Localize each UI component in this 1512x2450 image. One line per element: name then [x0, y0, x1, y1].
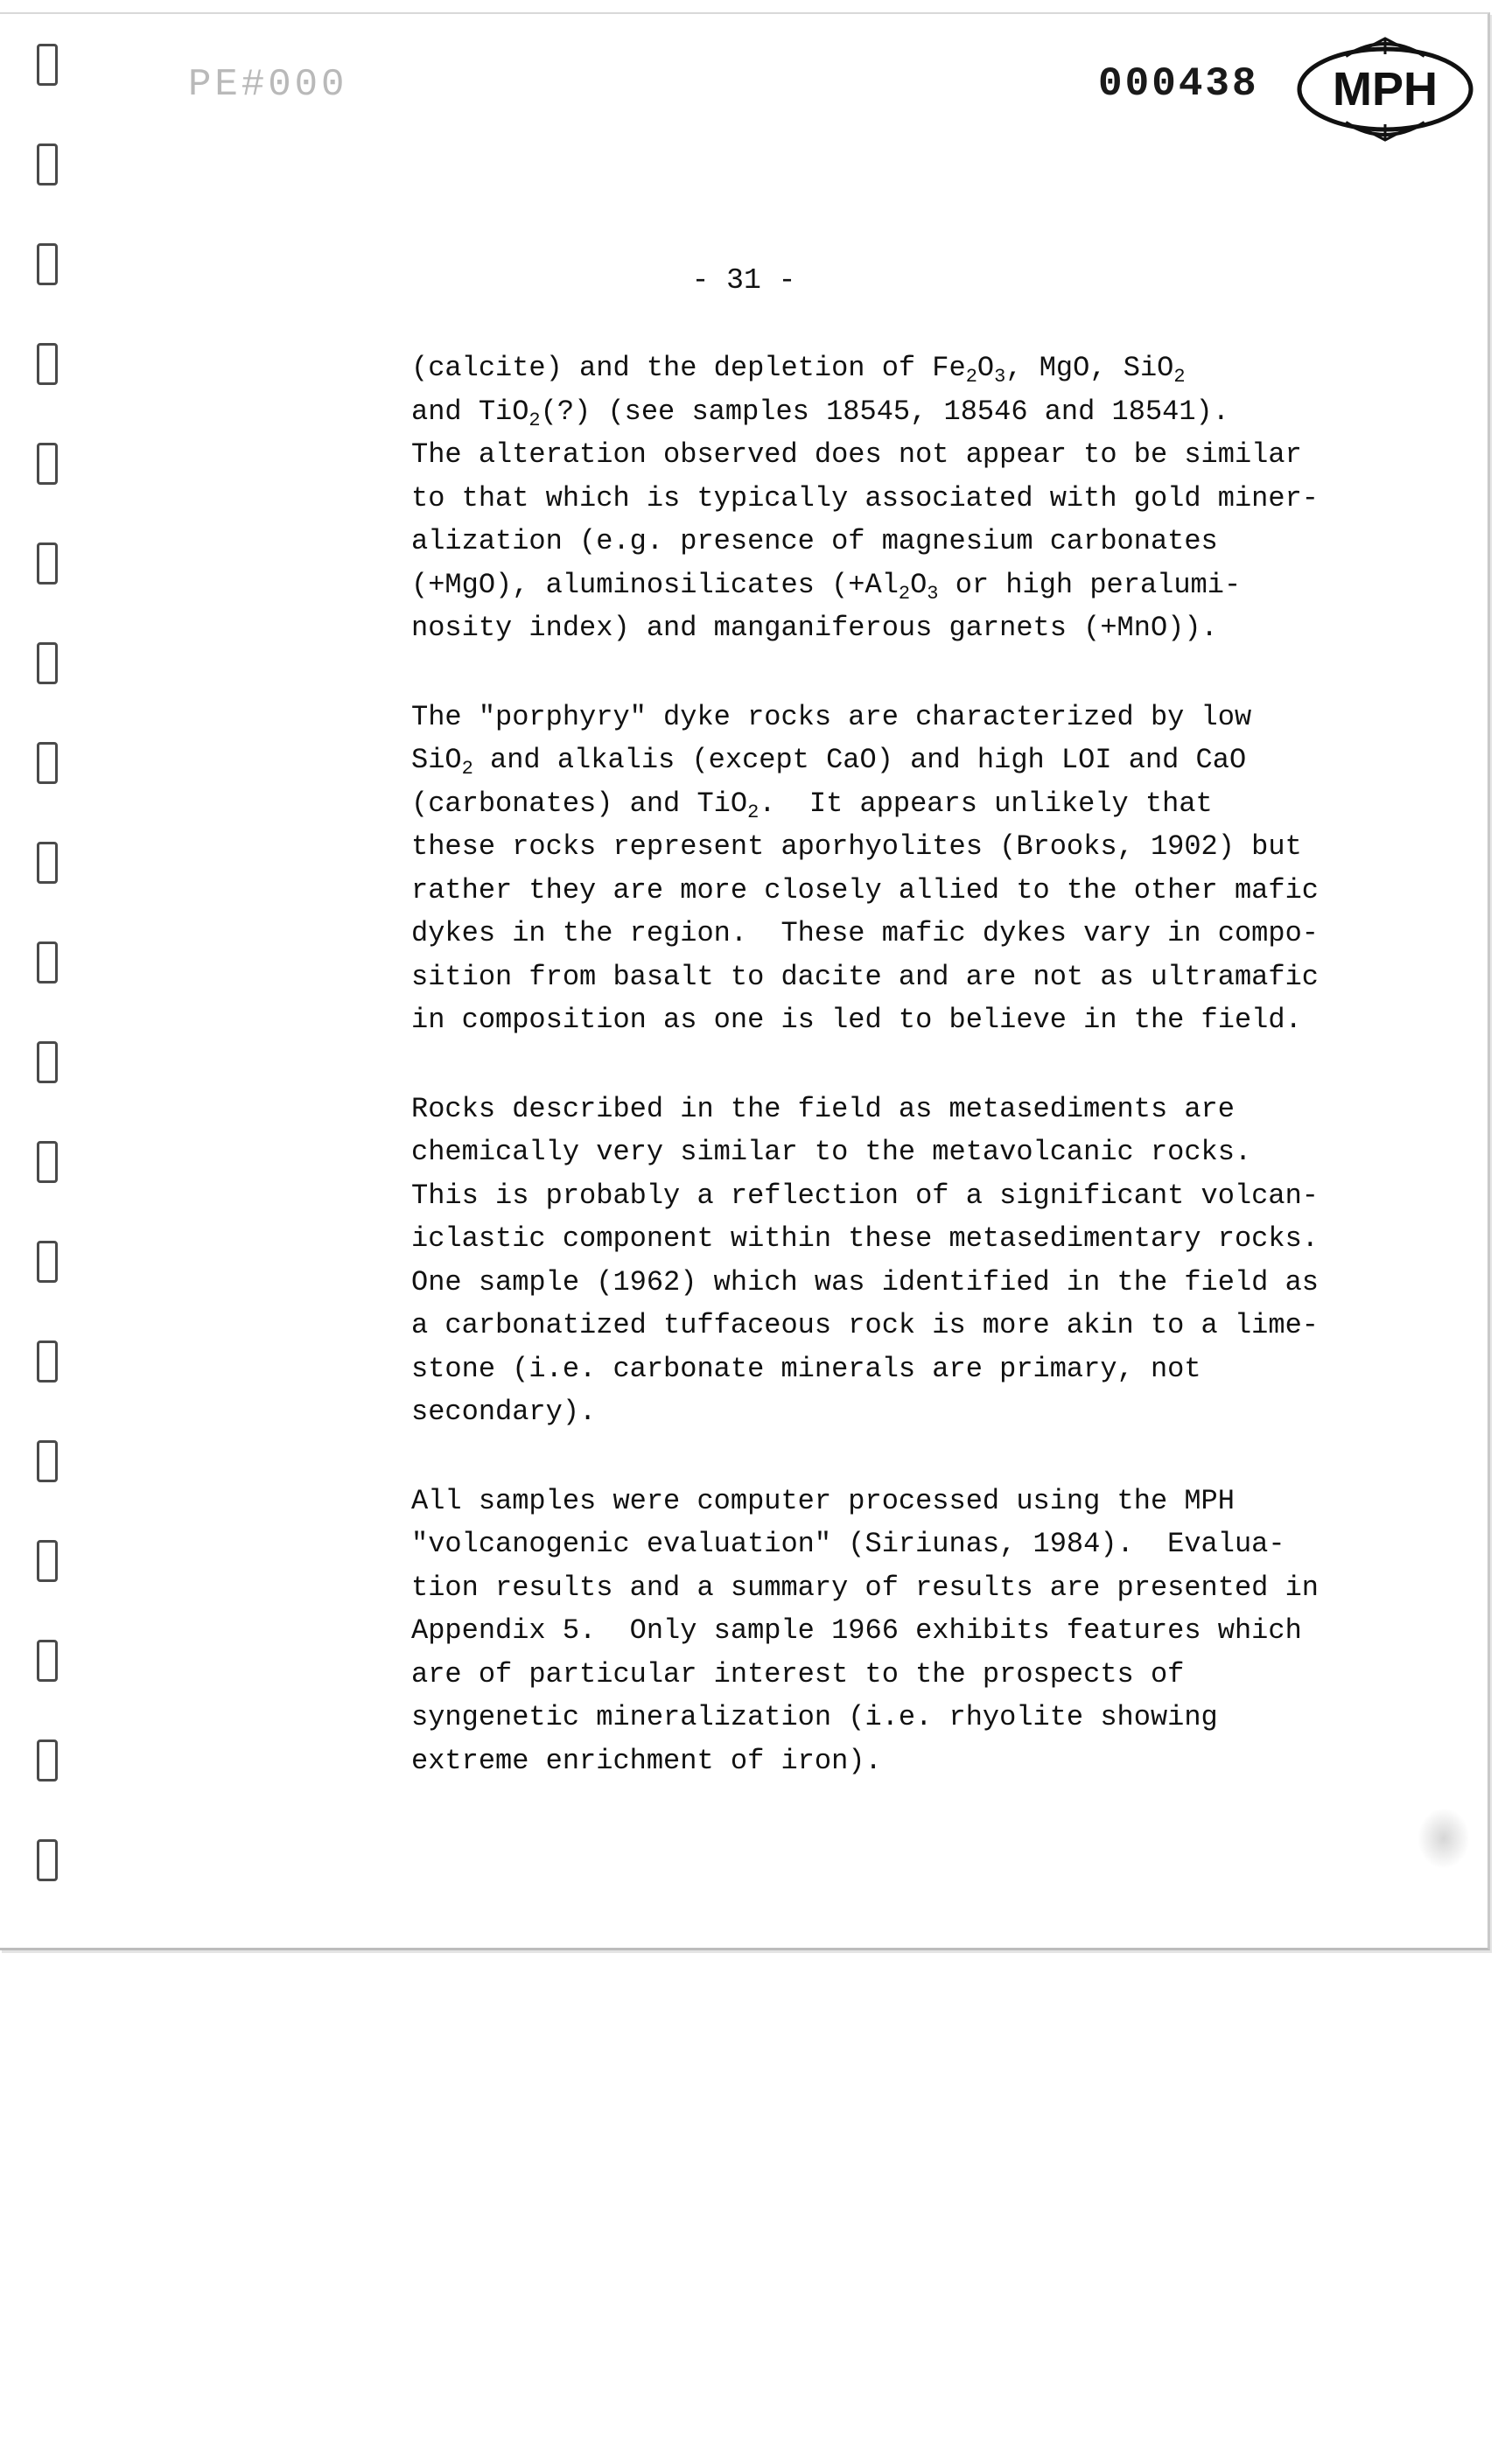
binder-hole: [37, 1440, 58, 1482]
binder-hole: [37, 1839, 58, 1881]
text-line: [411, 869, 1409, 913]
binder-hole: [37, 144, 58, 186]
text-line: [411, 1522, 1409, 1566]
paragraph: [411, 696, 1409, 1042]
text-line: [411, 1480, 1409, 1523]
binder-hole: [37, 44, 58, 86]
text-line: [411, 1130, 1409, 1174]
binder-hole: [37, 1540, 58, 1582]
binder-hole: [37, 942, 58, 984]
text-line: [411, 998, 1409, 1042]
text-line: [411, 1653, 1409, 1697]
binder-hole: [37, 642, 58, 684]
text-segment: iclastic component within these metasedimentary rocks.: [411, 1222, 1319, 1255]
text-segment: The alteration observed does not appear to be similar: [411, 438, 1302, 471]
faint-stamp: PE#000: [188, 63, 348, 107]
subscript: 2: [965, 366, 977, 388]
text-line: [411, 825, 1409, 869]
subscript: 3: [927, 582, 939, 605]
binder-holes: [37, 44, 63, 1881]
text-line: [411, 782, 1409, 826]
binder-hole: [37, 343, 58, 385]
text-line: [411, 738, 1409, 782]
text-line: [411, 564, 1409, 607]
subscript: 2: [461, 758, 473, 780]
binder-hole: [37, 1640, 58, 1682]
binder-hole: [37, 742, 58, 784]
subscript: 2: [747, 801, 760, 823]
globe-logo-icon: [1293, 37, 1477, 142]
text-line: [411, 956, 1409, 999]
text-segment: chemically very similar to the metavolcanic rocks.: [411, 1136, 1252, 1168]
text-segment: dykes in the region. These mafic dykes vary in compo-: [411, 917, 1319, 949]
text-line: [411, 912, 1409, 956]
binder-hole: [37, 542, 58, 584]
binder-hole: [37, 1041, 58, 1083]
document-page: [0, 12, 1490, 1950]
text-segment: alization (e.g. presence of magnesium carbonates: [411, 525, 1218, 557]
text-line: [411, 477, 1409, 521]
binder-hole: [37, 1740, 58, 1782]
text-line: [411, 1348, 1409, 1391]
text-segment: Appendix 5. Only sample 1966 exhibits features which: [411, 1614, 1302, 1647]
text-segment: these rocks represent aporhyolites (Brooks, 1902) but: [411, 830, 1302, 863]
text-segment: SiO: [411, 744, 462, 776]
logo-text: MPH: [1333, 63, 1438, 116]
text-segment: in composition as one is led to believe in the field.: [411, 1004, 1302, 1036]
text-line: [411, 1740, 1409, 1783]
text-segment: This is probably a reflection of a significant volcan-: [411, 1179, 1319, 1212]
text-line: [411, 1390, 1409, 1434]
text-segment: tion results and a summary of results are presented in: [411, 1571, 1319, 1604]
text-segment: (carbonates) and TiO: [411, 787, 748, 820]
text-segment: secondary).: [411, 1396, 597, 1428]
text-segment: sition from basalt to dacite and are not as ultramafic: [411, 960, 1319, 993]
text-segment: rather they are more closely allied to the other mafic: [411, 873, 1319, 906]
text-segment: "volcanogenic evaluation" (Siriunas, 1984). Evalua-: [411, 1528, 1285, 1560]
text-segment: nosity index) and manganiferous garnets (+MnO)).: [411, 612, 1218, 644]
body-text: [411, 346, 1409, 1828]
subscript: 2: [1173, 366, 1186, 388]
text-segment: and alkalis (except CaO) and high LOI and CaO: [472, 744, 1247, 776]
text-line: [411, 1088, 1409, 1131]
document-number: 000438: [1098, 61, 1259, 107]
text-line: [411, 346, 1409, 390]
text-line: [411, 1217, 1409, 1261]
text-line: [411, 1609, 1409, 1653]
text-segment: Rocks described in the field as metasediments are: [411, 1092, 1235, 1125]
subscript: 3: [994, 366, 1006, 388]
text-line: [411, 1174, 1409, 1218]
binder-hole: [37, 842, 58, 884]
text-segment: extreme enrichment of iron).: [411, 1744, 882, 1777]
binder-hole: [37, 443, 58, 485]
text-line: [411, 520, 1409, 564]
text-line: [411, 606, 1409, 650]
text-segment: (calcite) and the depletion of Fe: [411, 352, 966, 384]
text-line: [411, 390, 1409, 434]
text-segment: All samples were computer processed using the MPH: [411, 1484, 1235, 1517]
text-segment: or high peralumi-: [938, 568, 1242, 601]
text-segment: stone (i.e. carbonate minerals are primary, not: [411, 1352, 1201, 1385]
binder-hole: [37, 1241, 58, 1283]
page-number: - 31 -: [691, 264, 796, 297]
subscript: 2: [528, 409, 541, 431]
mph-logo: [1293, 37, 1477, 142]
text-segment: and TiO: [411, 395, 529, 428]
binder-hole: [37, 1340, 58, 1382]
text-segment: The "porphyry" dyke rocks are characterized by low: [411, 700, 1252, 733]
text-line: [411, 1696, 1409, 1740]
text-line: [411, 1304, 1409, 1348]
paragraph: [411, 1480, 1409, 1783]
text-line: [411, 1566, 1409, 1610]
text-segment: (?) (see samples 18545, 18546 and 18541).: [540, 395, 1229, 428]
binder-hole: [37, 1141, 58, 1183]
text-segment: syngenetic mineralization (i.e. rhyolite showing: [411, 1701, 1218, 1733]
text-segment: , MgO, SiO: [1005, 352, 1174, 384]
text-segment: a carbonatized tuffaceous rock is more akin to a lime-: [411, 1309, 1319, 1341]
subscript: 2: [898, 582, 911, 605]
text-segment: O: [910, 568, 928, 601]
text-segment: O: [976, 352, 995, 384]
text-segment: One sample (1962) which was identified in the field as: [411, 1265, 1319, 1298]
text-line: [411, 1261, 1409, 1305]
text-segment: to that which is typically associated with gold miner-: [411, 481, 1319, 514]
text-line: [411, 433, 1409, 477]
text-segment: (+MgO), aluminosilicates (+Al: [411, 568, 899, 601]
scan-smudge: [1418, 1808, 1470, 1869]
text-line: [411, 696, 1409, 739]
paragraph: [411, 346, 1409, 650]
text-segment: are of particular interest to the prospects of: [411, 1657, 1185, 1690]
text-segment: . It appears unlikely that: [759, 787, 1213, 820]
paragraph: [411, 1088, 1409, 1434]
